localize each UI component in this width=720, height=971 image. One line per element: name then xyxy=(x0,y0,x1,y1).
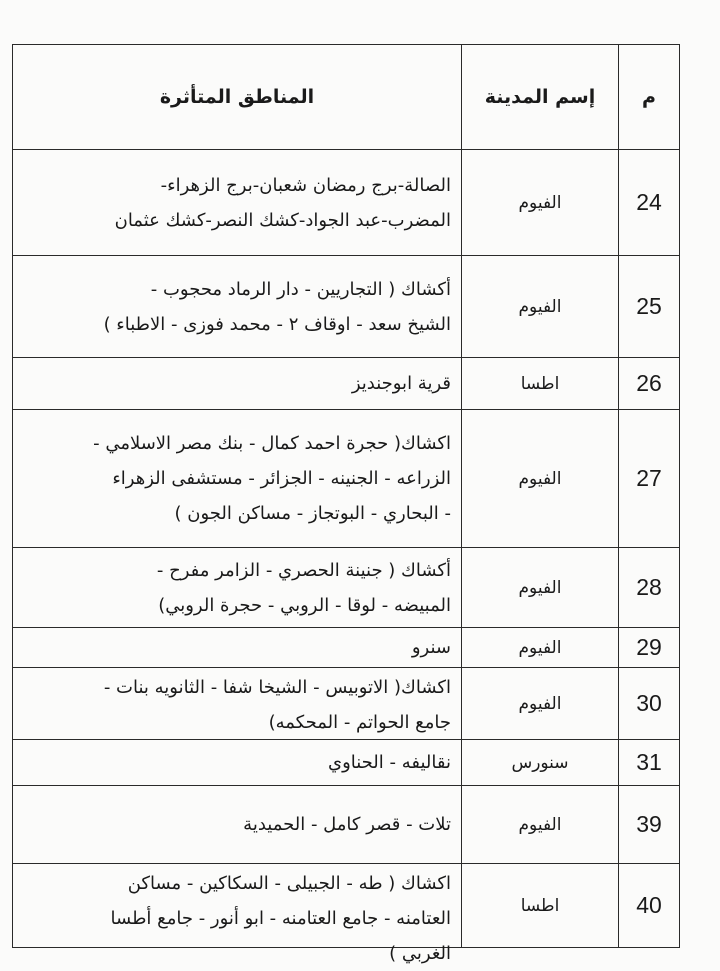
row-city: الفيوم xyxy=(462,410,619,548)
row-number: 40 xyxy=(619,864,680,948)
area-line: الغربي ) xyxy=(389,942,451,964)
table-row xyxy=(13,786,680,864)
header-city: إسم المدينة xyxy=(462,45,619,150)
area-line: أكشاك ( التجاريين - دار الرماد محجوب - xyxy=(150,278,451,300)
row-areas xyxy=(13,668,462,740)
area-line: تلات - قصر كامل - الحميدية xyxy=(243,814,451,835)
row-city: الفيوم xyxy=(462,256,619,358)
row-number: 26 xyxy=(619,358,680,410)
area-line: اكشاك( الاتوبيس - الشيخا شفا - الثانويه بنات - xyxy=(103,676,451,698)
table-row xyxy=(13,628,680,668)
row-areas xyxy=(13,628,462,668)
table-header-row xyxy=(13,45,680,150)
row-city: الفيوم xyxy=(462,786,619,864)
table-row xyxy=(13,548,680,628)
header-number: م xyxy=(619,45,680,150)
area-line: اكشاك ( طه - الجبيلى - السكاكين - مساكن xyxy=(127,872,451,894)
table-row xyxy=(13,358,680,410)
row-number: 31 xyxy=(619,740,680,786)
row-number: 27 xyxy=(619,410,680,548)
row-areas xyxy=(13,410,462,548)
area-line: جامع الحواتم - المحكمه) xyxy=(268,711,451,733)
area-line: المبيضه - لوقا - الروبي - حجرة الروبي) xyxy=(158,594,451,616)
row-areas xyxy=(13,548,462,628)
area-line: الشيخ سعد - اوقاف ٢ - محمد فوزى - الاطباء ) xyxy=(103,313,451,335)
table-row xyxy=(13,150,680,256)
area-line: نقاليفه - الحناوي xyxy=(327,752,451,773)
row-number: 30 xyxy=(619,668,680,740)
affected-areas-table xyxy=(12,44,680,964)
row-areas xyxy=(13,740,462,786)
table-row xyxy=(13,410,680,548)
header-areas: المناطق المتأثرة xyxy=(13,45,462,150)
area-line: اكشاك( حجرة احمد كمال - بنك مصر الاسلامي - xyxy=(93,433,451,454)
row-areas xyxy=(13,786,462,864)
row-city: الفيوم xyxy=(462,628,619,668)
table-row xyxy=(13,864,680,948)
table-row xyxy=(13,668,680,740)
row-city: سنورس xyxy=(462,740,619,786)
row-number: 28 xyxy=(619,548,680,628)
area-line: الصالة-برج رمضان شعبان-برج الزهراء- xyxy=(160,174,451,196)
row-city: اطسا xyxy=(462,864,619,948)
row-city: اطسا xyxy=(462,358,619,410)
area-line: قرية ابوجنديز xyxy=(351,373,451,394)
table-row xyxy=(13,256,680,358)
row-number: 39 xyxy=(619,786,680,864)
row-areas xyxy=(13,150,462,256)
area-line: سنرو xyxy=(411,637,451,658)
row-areas xyxy=(13,256,462,358)
area-line: العتامنه - جامع العتامنه - ابو أنور - جامع أطسا xyxy=(110,907,451,929)
row-number: 24 xyxy=(619,150,680,256)
row-city: الفيوم xyxy=(462,150,619,256)
row-number: 25 xyxy=(619,256,680,358)
row-city: الفيوم xyxy=(462,668,619,740)
row-areas xyxy=(13,358,462,410)
area-line: الزراعه - الجنينه - الجزائر - مستشفى الزهراء xyxy=(112,468,451,489)
area-line: المضرب-عبد الجواد-كشك النصر-كشك عثمان xyxy=(114,209,451,231)
row-number: 29 xyxy=(619,628,680,668)
area-line: - البحاري - البوتجاز - مساكن الجون ) xyxy=(174,503,451,524)
area-line: أكشاك ( جنينة الحصري - الزامر مفرح - xyxy=(156,559,451,581)
table-row xyxy=(13,740,680,786)
row-areas xyxy=(13,864,462,964)
row-city: الفيوم xyxy=(462,548,619,628)
